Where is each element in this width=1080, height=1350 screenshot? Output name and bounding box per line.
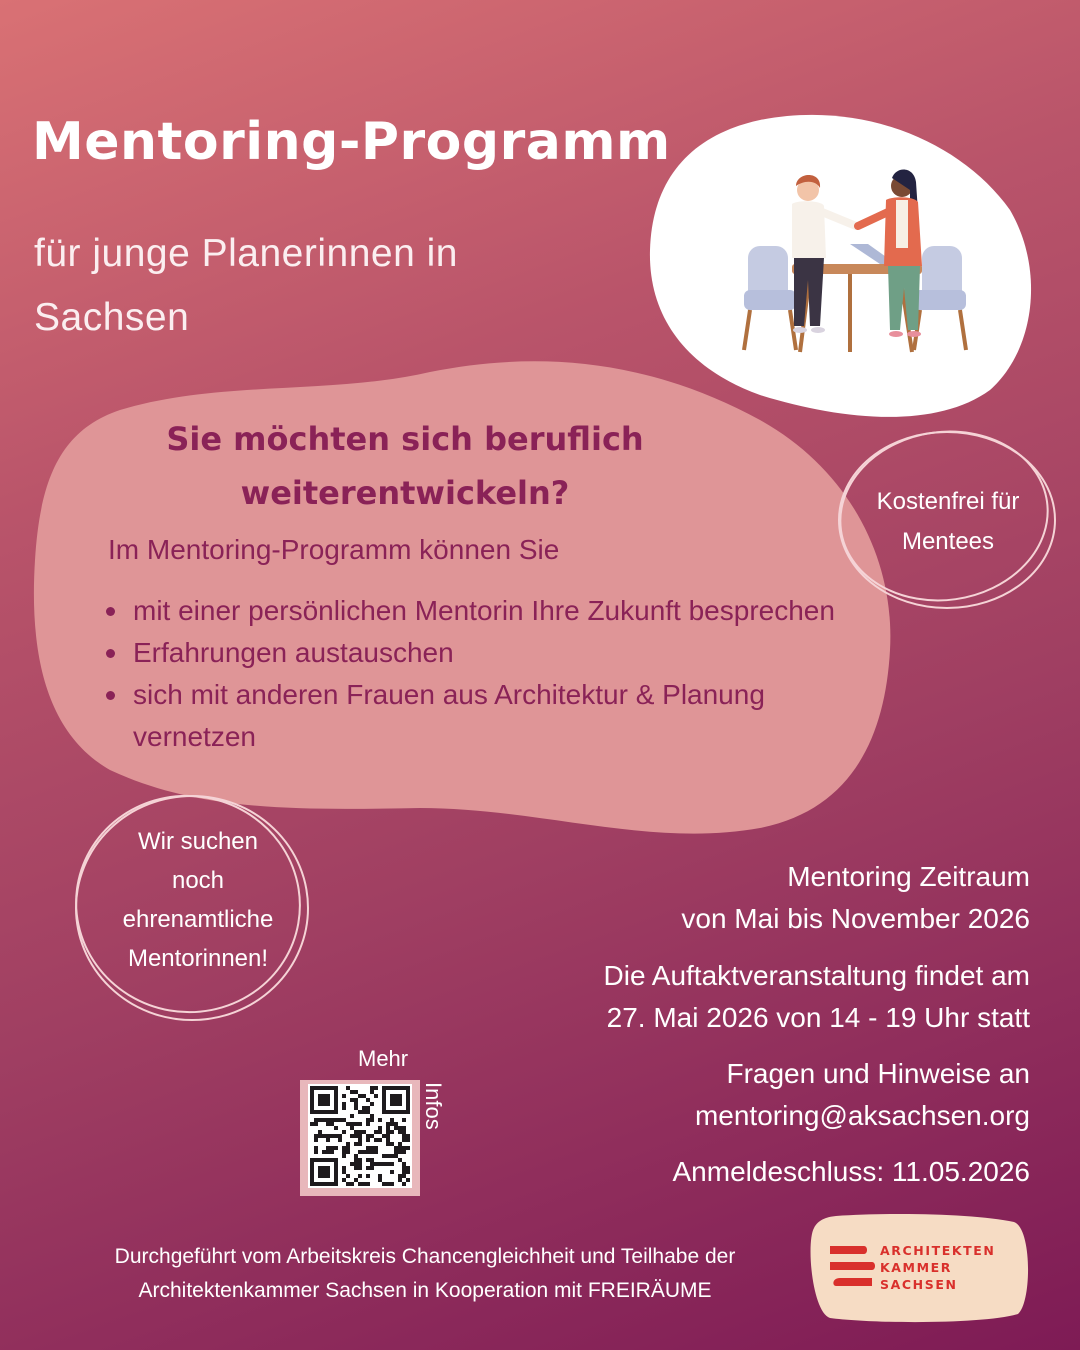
badge-mentor-line: noch [171, 867, 225, 894]
qr-label-info: Infos [421, 1082, 446, 1130]
benefits-list [104, 590, 894, 758]
list-item: mit einer persönlichen Mentorin Ihre Zukunft besprechen [104, 590, 894, 632]
period-dates: von Mai bis November 2026 [681, 903, 1030, 934]
qr-code[interactable] [300, 1076, 424, 1196]
qr-label-more: Mehr [358, 1046, 409, 1071]
badge-mentor [100, 822, 296, 978]
badge-mentor-line: Mentorinnen! [127, 945, 269, 972]
handshake-illustration [700, 160, 990, 370]
badge-mentor-line: Wir suchen [137, 828, 259, 855]
badge-mentor-line: ehrenamtliche [122, 906, 274, 933]
logo-line: ARCHITEKTEN [880, 1243, 996, 1258]
page-subtitle: für junge Planerinnen in Sachsen [34, 232, 458, 339]
contact-info [695, 1053, 1030, 1137]
logo-line: KAMMER [880, 1260, 953, 1275]
list-item: sich mit anderen Frauen aus Architektur & Planung vernetzen [104, 674, 894, 758]
list-item: Erfahrungen austauschen [104, 632, 894, 674]
contact-email[interactable]: mentoring@aksachsen.org [694, 1100, 1030, 1131]
kickoff-date: 27. Mai 2026 von 14 - 19 Uhr statt [606, 1002, 1030, 1033]
badge-free [858, 482, 1038, 562]
question-heading: Sie möchten sich beruflich weiterentwickeln? [166, 420, 644, 512]
contact-line: Fragen und Hinweise an [726, 1058, 1030, 1089]
footer-line: Architektenkammer Sachsen in Kooperation mit FREIRÄUME [138, 1279, 712, 1302]
registration-deadline: Anmeldeschluss: 11.05.2026 [672, 1156, 1030, 1187]
logo-line: SACHSEN [880, 1277, 958, 1292]
badge-free-line: Mentees [901, 528, 995, 555]
intro-text: Im Mentoring-Programm können Sie [108, 534, 560, 565]
period-heading: Mentoring Zeitraum [787, 861, 1030, 892]
page-title: Mentoring-Programm [32, 112, 671, 172]
badge-free-line: Kostenfrei für [876, 488, 1020, 515]
footer-credit [60, 1240, 790, 1308]
mentoring-period [681, 856, 1030, 940]
kickoff-info [604, 955, 1030, 1039]
footer-line: Durchgeführt vom Arbeitskreis Chancengleichheit und Teilhabe der [114, 1245, 736, 1268]
kickoff-line: Die Auftaktveranstaltung findet am [603, 960, 1030, 991]
logo-wordmark [880, 1242, 995, 1293]
